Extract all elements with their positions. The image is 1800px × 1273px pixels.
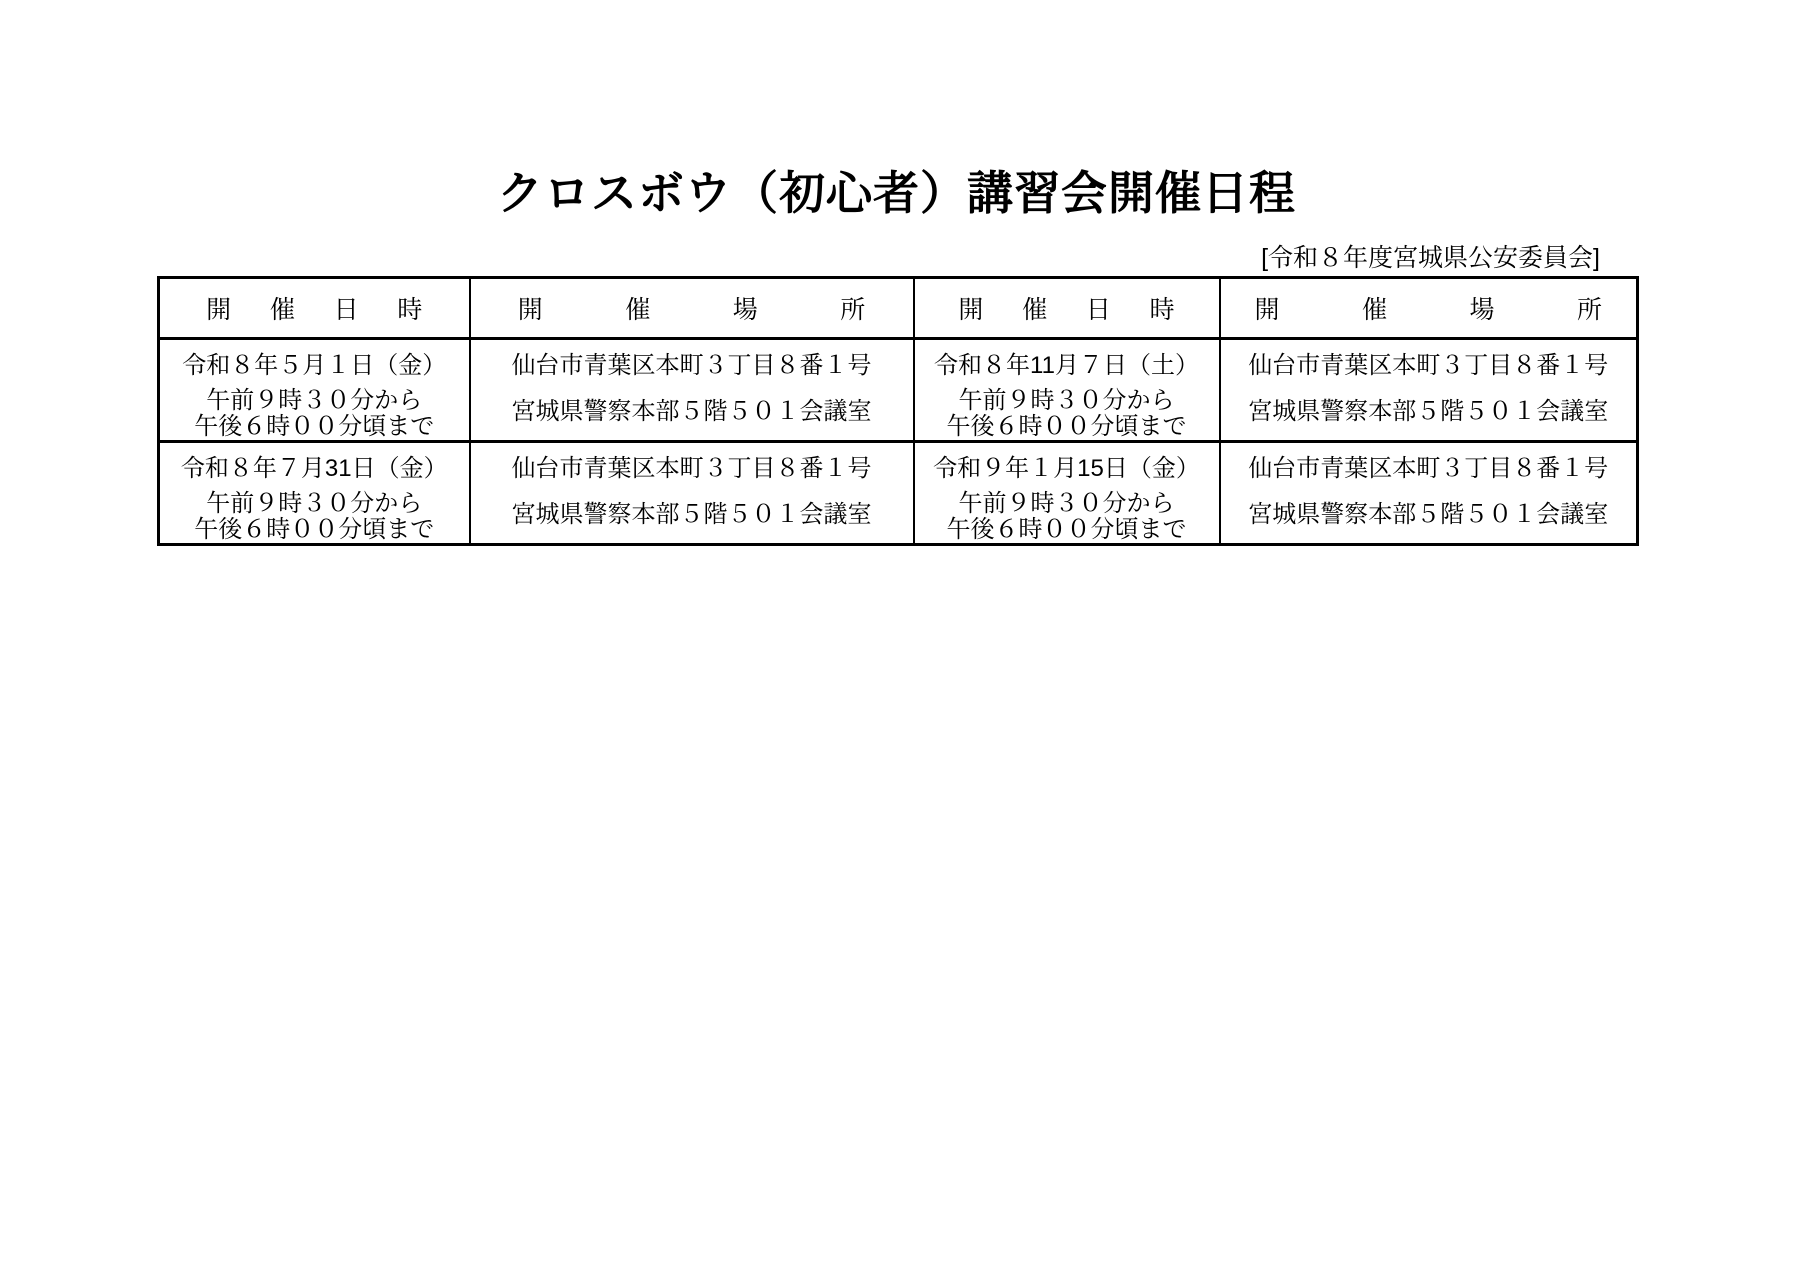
session-time bbox=[160, 491, 469, 543]
venue-cell bbox=[470, 339, 914, 442]
issuer-note: [令和８年度宮城県公安委員会] bbox=[1261, 244, 1600, 272]
table-row-1 bbox=[159, 339, 1638, 442]
schedule-table bbox=[157, 276, 1685, 546]
page-title: クロスボウ（初心者）講習会開催日程 bbox=[497, 167, 1296, 219]
venue-address: 仙台市青葉区本町３丁目８番１号 bbox=[1248, 352, 1609, 379]
session-cell bbox=[159, 442, 470, 545]
venue-room: 宮城県警察本部５階５０１会議室 bbox=[1248, 501, 1609, 528]
header-label-datetime-right: 開催日時 bbox=[958, 296, 1214, 324]
header-label-datetime-left: 開催日時 bbox=[206, 296, 462, 324]
session-date: 令和８年５月１日（金） bbox=[182, 352, 447, 379]
session-time bbox=[915, 388, 1219, 440]
table-row-2 bbox=[159, 442, 1638, 545]
venue-room: 宮城県警察本部５階５０１会議室 bbox=[1248, 398, 1609, 425]
venue-address: 仙台市青葉区本町３丁目８番１号 bbox=[511, 352, 872, 379]
session-time-end: 午後６時００分頃まで bbox=[194, 413, 435, 440]
session-time-end: 午後６時００分頃まで bbox=[946, 413, 1187, 440]
header-cell-venue-left bbox=[470, 278, 948, 339]
session-date: 令和８年11月７日（土） bbox=[934, 352, 1199, 379]
header-cell-venue-right bbox=[1220, 278, 1685, 339]
session-time-start: 午前９時３０分から bbox=[206, 387, 423, 414]
venue-cell bbox=[1220, 339, 1638, 442]
header-row bbox=[159, 278, 1638, 339]
session-cell bbox=[159, 339, 470, 442]
venue-address: 仙台市青葉区本町３丁目８番１号 bbox=[1248, 455, 1609, 482]
header-cell-datetime-left bbox=[159, 278, 470, 339]
session-time-end: 午後６時００分頃まで bbox=[194, 516, 435, 543]
venue-address: 仙台市青葉区本町３丁目８番１号 bbox=[511, 455, 872, 482]
session-time bbox=[160, 388, 469, 440]
session-time bbox=[915, 491, 1219, 543]
venue-cell bbox=[1220, 442, 1638, 545]
session-cell bbox=[914, 339, 1220, 442]
venue-room: 宮城県警察本部５階５０１会議室 bbox=[511, 501, 872, 528]
session-cell bbox=[914, 442, 1220, 545]
header-label-venue-left: 開催場所 bbox=[517, 296, 948, 324]
session-time-start: 午前９時３０分から bbox=[958, 387, 1175, 414]
session-time-start: 午前９時３０分から bbox=[206, 490, 423, 517]
session-date: 令和８年７月31日（金） bbox=[180, 455, 448, 482]
session-time-start: 午前９時３０分から bbox=[958, 490, 1175, 517]
venue-room: 宮城県警察本部５階５０１会議室 bbox=[511, 398, 872, 425]
document-content bbox=[157, 0, 1685, 546]
header-label-venue-right: 開催場所 bbox=[1254, 296, 1685, 324]
header-cell-datetime-right bbox=[914, 278, 1220, 339]
venue-cell bbox=[470, 442, 914, 545]
session-date: 令和９年１月15日（金） bbox=[933, 455, 1200, 482]
session-time-end: 午後６時００分頃まで bbox=[946, 516, 1187, 543]
